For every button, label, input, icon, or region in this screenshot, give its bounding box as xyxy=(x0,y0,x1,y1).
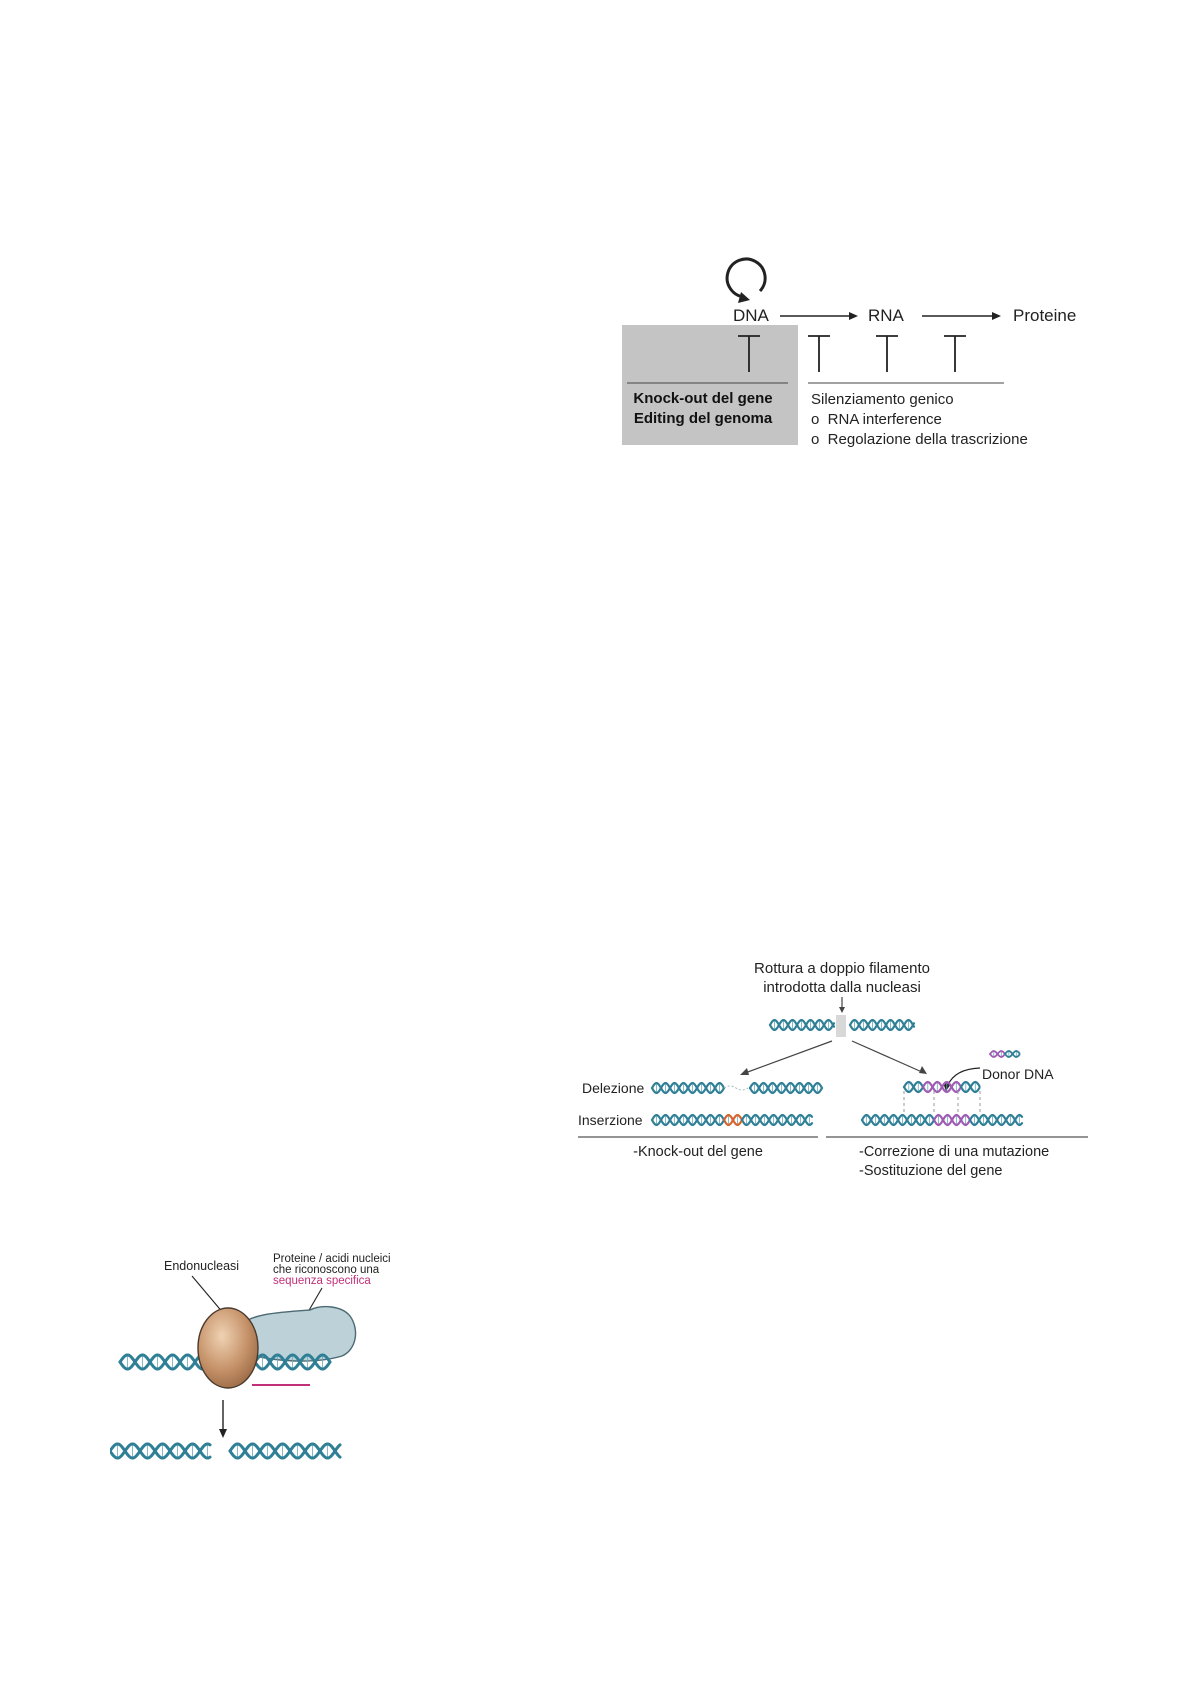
dna-top-left xyxy=(770,1020,834,1030)
insertion-label: Inserzione xyxy=(578,1112,643,1128)
editing-label: Editing del genoma xyxy=(633,410,773,427)
self-replication-arrowhead xyxy=(738,292,750,303)
dna-strand xyxy=(805,1115,812,1120)
dna-strand xyxy=(1015,1115,1022,1120)
endonuclease-label: Endonucleasi xyxy=(164,1259,240,1273)
branch-arrow-right xyxy=(852,1041,922,1072)
dna-strand xyxy=(833,1025,834,1027)
dsb-title-line2: introdotta dalla nucleasi xyxy=(763,979,921,996)
break-site xyxy=(836,1015,846,1037)
inhibition-bar-2 xyxy=(876,336,898,372)
knockout-label: Knock-out del gene xyxy=(633,390,773,407)
dna-strand xyxy=(200,1451,210,1458)
dna-top-right xyxy=(850,1020,914,1030)
deletion-label: Delezione xyxy=(582,1080,645,1096)
dna-corrected xyxy=(862,1115,1022,1125)
silencing-item-rnai: o RNA interference xyxy=(811,411,942,428)
rna-to-protein-arrowhead xyxy=(992,312,1001,320)
deletion-gap xyxy=(724,1086,748,1090)
branch-arrow-left xyxy=(745,1041,832,1073)
donor-dna-template xyxy=(904,1082,980,1092)
dsb-repair-diagram xyxy=(570,955,1090,1195)
branch-arrowhead-right xyxy=(919,1066,927,1074)
recognition-label-line2: che riconoscono una xyxy=(273,1264,380,1276)
cleaved-dna-left xyxy=(110,1444,210,1458)
protein-label: Proteine xyxy=(1013,306,1077,325)
dna-strand xyxy=(913,1025,914,1027)
cleavage-arrowhead xyxy=(219,1429,227,1438)
gray-panel xyxy=(622,325,798,445)
silencing-item-transcription: o Regolazione della trascrizione xyxy=(811,431,1028,448)
break-pointer-head xyxy=(839,1007,845,1013)
correction-caption: -Correzione di una mutazione xyxy=(859,1144,1050,1160)
donor-dna-small xyxy=(990,1051,1020,1057)
dna-strand xyxy=(200,1444,210,1451)
dna-deletion-left xyxy=(652,1083,724,1093)
dna-strand xyxy=(805,1120,812,1125)
inhibition-bar-3 xyxy=(944,336,966,372)
dna-strand xyxy=(335,1451,340,1457)
silencing-title: Silenziamento genico xyxy=(811,391,954,408)
dna-strand xyxy=(1015,1120,1022,1125)
gene-regulation-diagram xyxy=(600,250,1100,460)
branch-arrowhead-left xyxy=(740,1068,749,1075)
inhibition-bar-1 xyxy=(808,336,830,372)
dna-deletion-right xyxy=(750,1083,822,1093)
recognition-label-line3: sequenza specifica xyxy=(273,1275,371,1287)
dna-label: DNA xyxy=(733,306,769,325)
dna-rungs xyxy=(118,1445,208,1456)
rna-label: RNA xyxy=(868,306,904,325)
endonuclease-diagram xyxy=(110,1250,440,1480)
replacement-caption: -Sostituzione del gene xyxy=(859,1163,1003,1179)
knockout-caption: -Knock-out del gene xyxy=(633,1144,763,1160)
endonuclease-pointer xyxy=(192,1276,224,1314)
donor-label: Donor DNA xyxy=(982,1066,1054,1082)
dna-to-rna-arrowhead xyxy=(849,312,858,320)
cleaved-dna-right xyxy=(230,1444,340,1458)
endonuclease-enzyme xyxy=(198,1308,258,1388)
recognition-label-line1: Proteine / acidi nucleici xyxy=(273,1253,391,1265)
self-replication-arrow xyxy=(727,259,765,297)
alignment-dashes xyxy=(904,1091,980,1115)
dsb-title-line1: Rottura a doppio filamento xyxy=(754,960,930,977)
dna-insertion xyxy=(652,1115,812,1125)
